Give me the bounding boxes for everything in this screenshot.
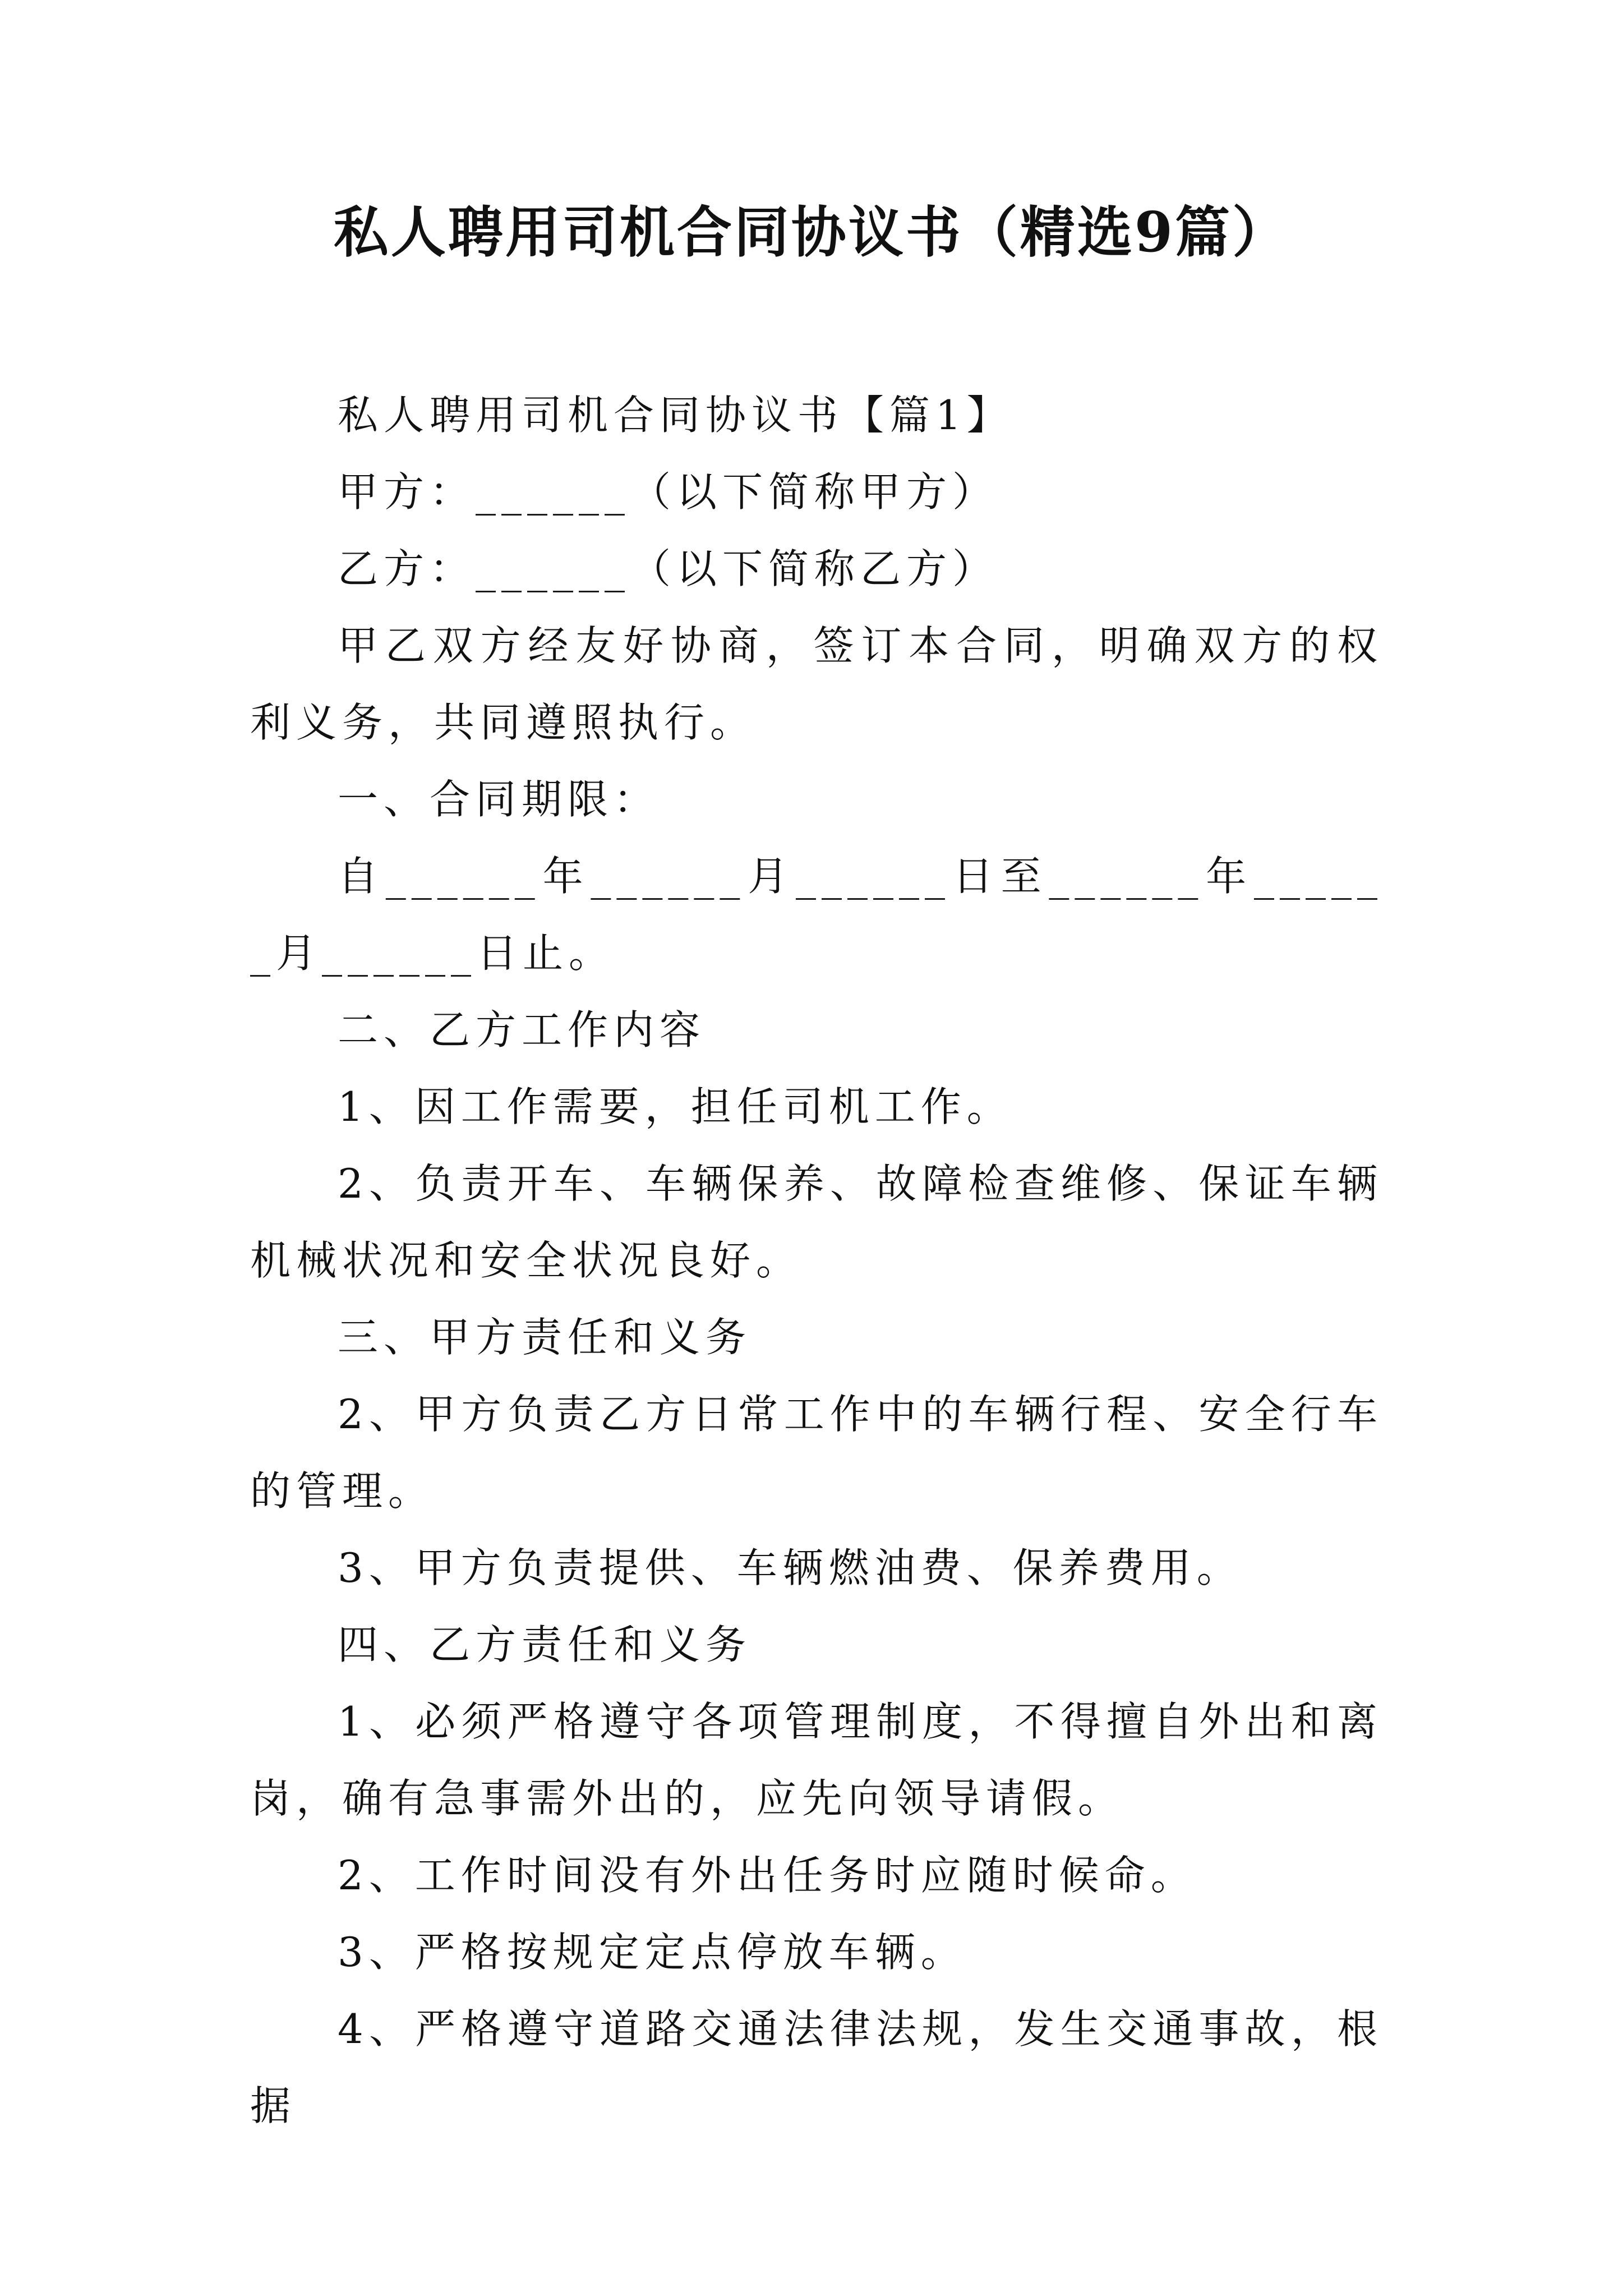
paragraph: 4、严格遵守道路交通法律法规，发生交通事故，根据 <box>250 2005 1383 2129</box>
paragraph: 3、严格按规定定点停放车辆。 <box>338 1929 967 1976</box>
paragraph: 2、甲方负责乙方日常工作中的车辆行程、安全行车的管理。 <box>250 1391 1383 1515</box>
paragraph: 二、乙方工作内容 <box>338 1006 706 1053</box>
document-body <box>250 377 1383 2145</box>
paragraph: 甲方：______（以下简称甲方） <box>338 468 999 516</box>
paragraph: 自______年______月______日至______年______月______日止。 <box>250 853 1383 977</box>
document-title: 私人聘用司机合同协议书（精选9篇） <box>333 200 1290 265</box>
paragraph: 1、必须严格遵守各项管理制度，不得擅自外出和离岗，确有急事需外出的，应先向领导请假。 <box>250 1698 1383 1822</box>
paragraph: 四、乙方责任和义务 <box>338 1621 752 1668</box>
paragraph: 乙方：______（以下简称乙方） <box>338 545 999 592</box>
paragraph: 3、甲方负责提供、车辆燃油费、保养费用。 <box>338 1544 1243 1591</box>
paragraph: 私人聘用司机合同协议书【篇1】 <box>338 392 1013 439</box>
paragraph: 1、因工作需要，担任司机工作。 <box>338 1083 1013 1130</box>
paragraph: 2、负责开车、车辆保养、故障检查维修、保证车辆机械状况和安全状况良好。 <box>250 1160 1383 1284</box>
paragraph: 甲乙双方经友好协商，签订本合同，明确双方的权利义务，共同遵照执行。 <box>250 622 1383 746</box>
paragraph: 2、工作时间没有外出任务时应随时候命。 <box>338 1852 1197 1899</box>
paragraph: 三、甲方责任和义务 <box>338 1314 752 1361</box>
paragraph: 一、合同期限： <box>338 776 660 823</box>
